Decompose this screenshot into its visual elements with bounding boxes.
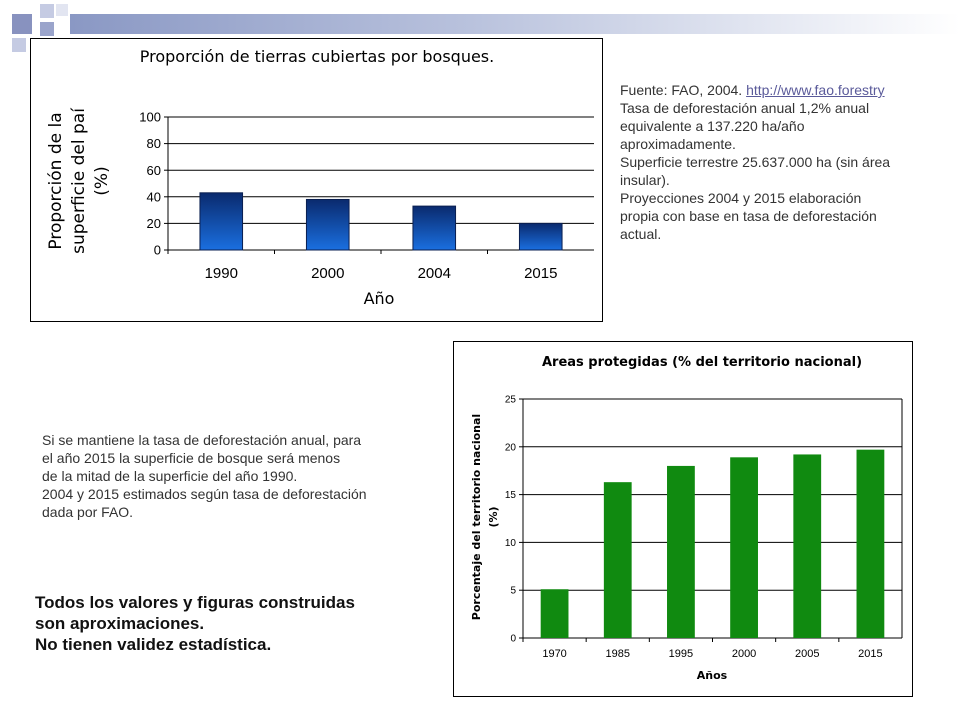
projection-note [42,431,437,521]
source-line: insular). [620,172,670,188]
bar [667,466,695,638]
forest-cover-chart [30,38,603,322]
disclaimer-line: Todos los valores y figuras construidas [35,593,355,612]
y-tick-label: 5 [510,585,516,597]
bar [857,450,885,638]
y-tick-label: 15 [504,490,516,502]
x-tick-label: 1995 [668,648,694,660]
x-tick-label: 2000 [311,265,345,282]
note-line: dada por FAO. [42,504,134,520]
y-tick-label: 10 [504,537,516,549]
bar [413,206,456,250]
x-tick-label: 1985 [605,648,630,660]
source-line: Superficie terrestre 25.637.000 ha (sin área [620,154,891,170]
x-axis-label: Años [696,669,728,682]
protected-areas-chart [453,341,913,697]
header-square-large [12,14,32,34]
source-line: Proyecciones 2004 y 2015 elaboración [620,190,862,206]
forest-cover-chart-svg [31,39,602,321]
y-tick-label: 20 [504,442,516,454]
bar [793,454,821,638]
note-line: 2004 y 2015 estimados según tasa de deforestación [42,486,367,502]
source-line: propia con base en tasa de deforestación [620,208,877,224]
header-gradient-bar [70,14,960,34]
disclaimer-line: No tienen validez estadística. [35,635,272,654]
y-tick-label: 0 [510,633,516,645]
bar [730,457,758,638]
x-tick-label: 2005 [795,648,820,660]
y-axis-label: superficie del paí [69,108,89,254]
source-line: aproximadamente. [620,136,736,152]
y-axis-label: Porcentaje del territorio nacional [470,413,483,621]
source-line: equivalente a 137.220 ha/año [620,118,805,134]
source-line [620,81,940,99]
source-line: actual. [620,226,662,242]
note-line: el año 2015 la superficie de bosque será menos [42,450,341,466]
header-square-small [40,4,54,18]
disclaimer [35,592,435,655]
bar [604,482,632,638]
y-axis-label: (%) [92,166,112,196]
x-tick-label: 2004 [417,265,451,282]
bar [306,199,349,250]
fao-link[interactable]: http://www.fao.forestry [746,82,885,98]
bar [200,193,243,250]
y-tick-label: 20 [146,215,161,231]
source-line: Tasa de deforestación anual 1,2% anual [620,100,870,116]
chart-title: Proporción de tierras cubiertas por bosques. [139,47,495,66]
x-tick-label: 2000 [731,648,757,660]
header-square-small [56,4,68,16]
protected-areas-chart-svg [454,342,912,696]
x-tick-label: 2015 [858,648,883,660]
source-notes [620,81,940,243]
x-tick-label: 1970 [542,648,567,660]
y-tick-label: 40 [146,189,161,205]
x-axis-label: Año [363,289,395,308]
y-tick-label: 25 [504,394,516,406]
bar [541,589,569,638]
chart-title: Areas protegidas (% del territorio nacional) [541,355,863,370]
x-tick-label: 1990 [204,265,238,282]
header-square-small [12,38,26,52]
source-prefix: Fuente: FAO, 2004. [620,82,743,98]
y-axis-label: (%) [487,506,500,528]
y-tick-label: 60 [146,162,161,178]
y-tick-label: 100 [139,109,161,125]
x-tick-label: 2015 [524,265,558,282]
note-line: de la mitad de la superficie del año 1990. [42,468,298,484]
y-tick-label: 0 [153,242,161,258]
y-axis-label: Proporción de la [46,112,66,250]
bar [519,223,562,250]
note-line: Si se mantiene la tasa de deforestación anual, para [42,432,362,448]
header-square-small [40,22,54,36]
y-tick-label: 80 [146,136,161,152]
disclaimer-line: son aproximaciones. [35,614,205,633]
